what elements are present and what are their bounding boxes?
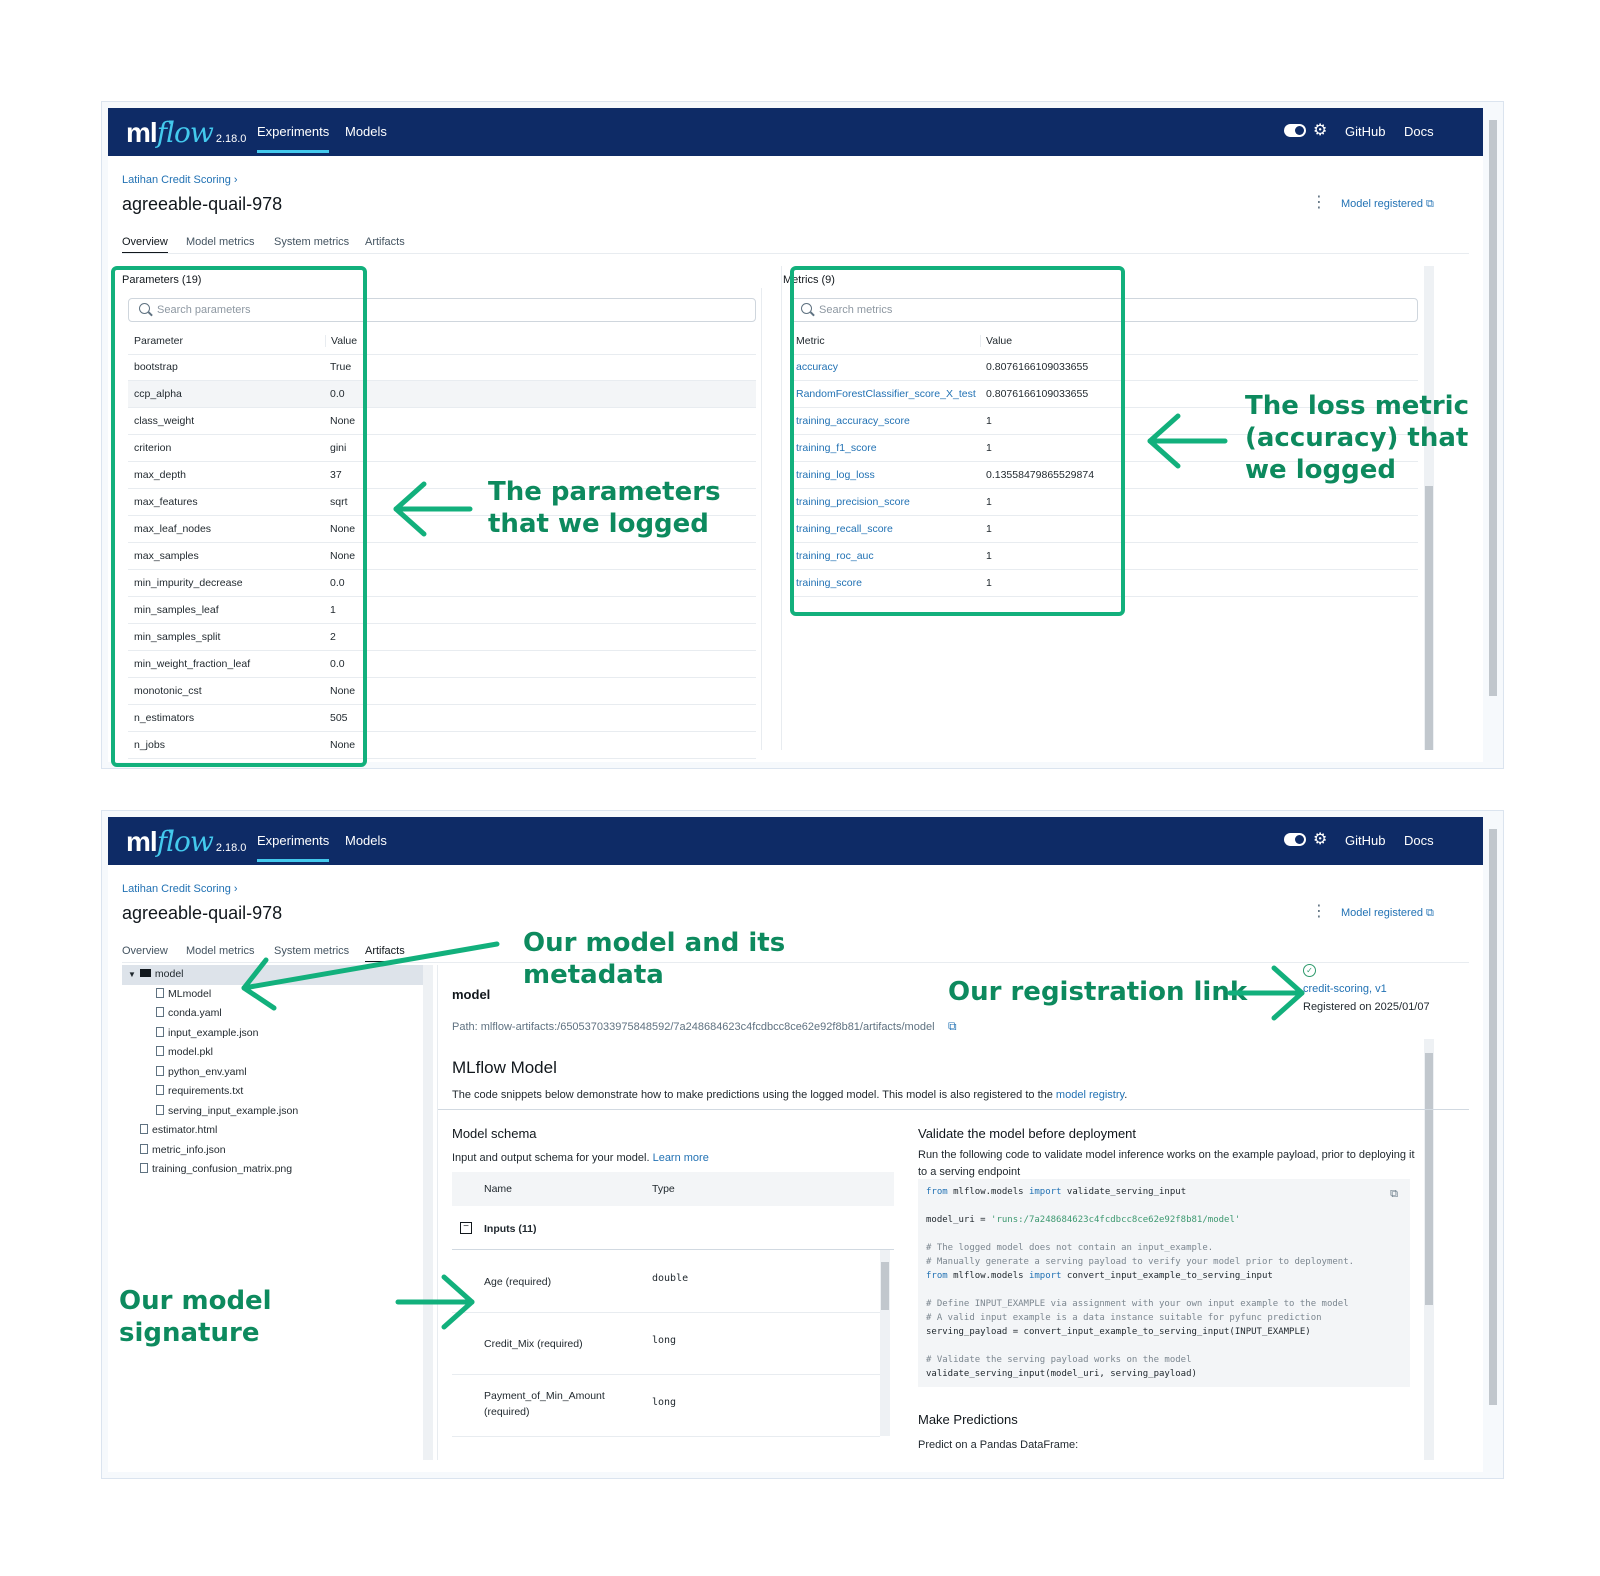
- top-navbar: [108, 817, 1483, 865]
- breadcrumb[interactable]: Latihan Credit Scoring ›: [122, 174, 238, 186]
- validate-description: Run the following code to validate model inference works on the example payload, prior to deploying it to a serving endpoint: [918, 1149, 1415, 1178]
- parameters-title: Parameters (19): [122, 274, 202, 286]
- tab-overview[interactable]: Overview: [122, 945, 168, 957]
- schema-row: [452, 1312, 880, 1375]
- nav-docs[interactable]: Docs: [1404, 124, 1434, 139]
- metrics-title: Metrics (9): [783, 274, 835, 286]
- metric-name-link[interactable]: training_recall_score: [796, 523, 893, 535]
- file-icon: [156, 1105, 164, 1115]
- metric-value: 1: [986, 577, 992, 589]
- param-name: min_samples_leaf: [134, 604, 219, 616]
- validate-heading: Validate the model before deployment: [918, 1126, 1137, 1141]
- tab-system-metrics[interactable]: System metrics: [274, 236, 350, 248]
- param-value: 0.0: [330, 388, 345, 400]
- metric-value: 0.13558479865529874: [986, 469, 1095, 481]
- param-value: 0.0: [330, 577, 345, 589]
- nav-github[interactable]: GitHub: [1345, 124, 1386, 139]
- param-name: min_samples_split: [134, 631, 221, 643]
- model-registered-link[interactable]: Model registered ⧉: [1341, 907, 1434, 919]
- param-name: n_jobs: [134, 739, 165, 751]
- mlflow-model-heading: MLflow Model: [452, 1058, 557, 1077]
- tab-model-metrics[interactable]: Model metrics: [186, 945, 255, 957]
- make-predictions-heading: Make Predictions: [918, 1412, 1018, 1427]
- tree-label: training_confusion_matrix.png: [152, 1163, 293, 1175]
- param-name: criterion: [134, 442, 172, 454]
- annotation-registration-link: Our registration link: [948, 977, 1248, 1007]
- metric-name-link[interactable]: training_precision_score: [796, 496, 910, 508]
- input-type: long: [652, 1397, 677, 1408]
- param-value: 2: [330, 631, 336, 643]
- column-header: Parameter: [134, 335, 184, 347]
- tree-label: metric_info.json: [152, 1143, 226, 1156]
- search-parameters-input[interactable]: Search parameters: [128, 298, 756, 322]
- input-type: double: [652, 1273, 689, 1284]
- file-icon: [140, 1163, 148, 1173]
- registered-model-link[interactable]: credit-scoring, v1: [1303, 983, 1387, 995]
- model-registry-link[interactable]: model registry: [1055, 1089, 1125, 1101]
- metric-name-link[interactable]: training_f1_score: [796, 442, 877, 454]
- copy-icon[interactable]: ⧉: [1390, 1187, 1398, 1200]
- metric-value: 1: [986, 496, 992, 508]
- param-name: max_leaf_nodes: [134, 523, 212, 535]
- tree-label: input_example.json: [168, 1026, 259, 1039]
- param-value: None: [330, 523, 356, 535]
- param-name: bootstrap: [134, 361, 178, 373]
- column-divider: [781, 266, 782, 750]
- column-divider: [761, 288, 762, 750]
- breadcrumb[interactable]: Latihan Credit Scoring ›: [122, 883, 238, 895]
- metric-name-link[interactable]: training_log_loss: [796, 469, 875, 481]
- tree-file[interactable]: [156, 1027, 258, 1039]
- page-scrollbar[interactable]: [1488, 120, 1498, 750]
- tree-file[interactable]: [156, 1066, 247, 1078]
- tree-label: requirements.txt: [168, 1085, 244, 1097]
- param-name: min_weight_fraction_leaf: [134, 658, 251, 670]
- column-header: Value: [325, 335, 357, 347]
- input-name: Credit_Mix (required): [484, 1338, 583, 1350]
- metric-name-link[interactable]: training_score: [796, 577, 862, 589]
- file-icon: [140, 1144, 148, 1154]
- artifact-path: Path: mlflow-artifacts:/650537033975848592/7a248684623c4fcdbcc8ce62e92f8b81/artifacts/model: [452, 1021, 935, 1033]
- metric-name-link[interactable]: training_accuracy_score: [796, 415, 910, 427]
- metric-value: 1: [986, 523, 992, 535]
- nav-models[interactable]: Models: [345, 833, 387, 848]
- param-value: None: [330, 685, 356, 697]
- tree-label: MLmodel: [168, 987, 212, 1000]
- model-schema-description: Input and output schema for your model. Learn more: [452, 1152, 709, 1164]
- param-name: monotonic_cst: [134, 685, 202, 697]
- param-name: class_weight: [134, 415, 195, 427]
- tree-scrollbar[interactable]: [423, 965, 433, 1460]
- param-name: max_features: [134, 496, 198, 508]
- page-title: agreeable-quail-978: [122, 194, 283, 214]
- nav-experiments[interactable]: Experiments: [257, 124, 329, 153]
- schema-row: [452, 1250, 880, 1313]
- inputs-label[interactable]: Inputs (11): [484, 1223, 537, 1235]
- param-name: min_impurity_decrease: [134, 577, 243, 589]
- column-header: Metric: [796, 335, 825, 347]
- tree-file[interactable]: [156, 1046, 213, 1058]
- annotation-loss-metric: The loss metric (accuracy) that we logged: [1245, 391, 1470, 485]
- tree-label: model.pkl: [168, 1046, 213, 1058]
- model-schema-heading: Model schema: [452, 1126, 537, 1141]
- input-name: Payment_of_Min_Amount (required): [484, 1390, 605, 1418]
- tab-model-metrics[interactable]: Model metrics: [186, 236, 255, 248]
- artifacts-screenshot: [101, 810, 1504, 1479]
- mlflow-logo[interactable]: mlflow 2.18.0: [126, 116, 247, 149]
- tree-label: python_env.yaml: [168, 1065, 247, 1078]
- tree-folder[interactable]: [128, 968, 184, 980]
- make-predictions-description: Predict on a Pandas DataFrame:: [918, 1439, 1079, 1451]
- param-name: max_depth: [134, 469, 186, 481]
- metric-name-link[interactable]: accuracy: [796, 361, 839, 373]
- param-value: 0.0: [330, 658, 345, 670]
- schema-row: [452, 1374, 880, 1437]
- collapse-icon[interactable]: −: [460, 1222, 472, 1234]
- learn-more-link[interactable]: Learn more: [652, 1152, 709, 1164]
- param-value: 37: [330, 469, 342, 481]
- column-header: Type: [652, 1183, 675, 1195]
- column-header: Name: [484, 1183, 513, 1195]
- gear-icon[interactable]: ⚙: [1313, 122, 1328, 139]
- page-scrollbar[interactable]: [1488, 829, 1498, 1459]
- nav-experiments[interactable]: Experiments: [257, 833, 329, 862]
- tree-file[interactable]: [140, 1163, 292, 1175]
- content-scrollbar[interactable]: [1424, 1039, 1434, 1460]
- version-label: 2.18.0: [215, 133, 247, 145]
- input-name: Age (required): [484, 1276, 552, 1288]
- column-header: Value: [980, 335, 1012, 347]
- copy-icon[interactable]: ⧉: [948, 1019, 957, 1033]
- param-value: None: [330, 550, 356, 562]
- param-name: max_samples: [134, 550, 199, 562]
- param-value: None: [330, 739, 356, 751]
- annotation-parameters: The parameters that we logged: [488, 477, 721, 539]
- folder-icon: [140, 969, 151, 977]
- metric-value: 0.8076166109033655: [986, 361, 1089, 373]
- theme-toggle[interactable]: [1284, 124, 1306, 137]
- theme-toggle[interactable]: [1284, 833, 1306, 846]
- param-value: 505: [330, 712, 348, 724]
- version-label: 2.18.0: [215, 842, 247, 854]
- tree-label: serving_input_example.json: [168, 1104, 299, 1117]
- tree-label: conda.yaml: [168, 1007, 222, 1019]
- nav-github[interactable]: GitHub: [1345, 833, 1386, 848]
- file-icon: [156, 1027, 164, 1037]
- file-icon: [156, 1066, 164, 1076]
- more-options-icon[interactable]: ⋮: [1311, 903, 1327, 920]
- schema-header-row: [452, 1172, 894, 1206]
- tab-system-metrics[interactable]: System metrics: [274, 945, 350, 957]
- validate-code-block: ⧉ from mlflow.models import validate_serving_input model_uri = 'runs:/7a248684623c4fcdbcc8ce62e92f8b81/model' # The logged model does not contain an input_example. # Manually generate a serving payload to verify your model prior to deployment. from mlflow.models import convert_input_example_to_serving_input # Define INPUT_EXAMPLE via assignment with your own input example to the model # A valid input example is a data instance suitable for pyfunc prediction serving_payload = convert_input_example_to_serving_input(INPUT_EXAMPLE) # Validate the serving payload works on the model validate_serving_input(model_uri, serving_payload): [918, 1179, 1410, 1387]
- parameters-highlight-box: [111, 266, 367, 767]
- tree-file[interactable]: [156, 1007, 222, 1019]
- param-value: gini: [330, 442, 347, 454]
- param-name: ccp_alpha: [134, 388, 182, 400]
- tab-divider: [122, 253, 1469, 254]
- param-name: n_estimators: [134, 712, 195, 724]
- file-icon: [156, 1007, 164, 1017]
- param-value: True: [330, 361, 352, 373]
- file-icon: [140, 1124, 148, 1134]
- check-circle-icon: ✓: [1303, 964, 1316, 977]
- metric-value: 0.8076166109033655: [986, 388, 1089, 400]
- more-options-icon[interactable]: ⋮: [1311, 194, 1327, 211]
- nav-docs[interactable]: Docs: [1404, 833, 1434, 848]
- param-value: None: [330, 415, 356, 427]
- schema-scrollbar[interactable]: [880, 1250, 890, 1436]
- tab-artifacts[interactable]: Artifacts: [365, 236, 405, 248]
- gear-icon[interactable]: ⚙: [1313, 831, 1328, 848]
- metric-name-link[interactable]: training_roc_auc: [796, 550, 874, 562]
- tree-label: estimator.html: [152, 1124, 218, 1136]
- page-title: agreeable-quail-978: [122, 903, 283, 923]
- caret-down-icon: ▼: [128, 970, 136, 979]
- model-registered-link[interactable]: Model registered ⧉: [1341, 198, 1434, 210]
- tree-file[interactable]: [156, 1085, 243, 1097]
- section-divider: [438, 1109, 1469, 1110]
- registered-date: Registered on 2025/01/07: [1303, 1001, 1430, 1013]
- file-icon: [156, 988, 164, 998]
- file-icon: [156, 1085, 164, 1095]
- tree-file[interactable]: [140, 1124, 217, 1136]
- param-value: 1: [330, 604, 336, 616]
- tab-overview[interactable]: Overview: [122, 236, 168, 254]
- pane-divider: [437, 965, 438, 1460]
- input-type: long: [652, 1335, 677, 1346]
- tree-file[interactable]: [156, 1105, 298, 1117]
- tree-label: model: [154, 968, 184, 980]
- mlflow-window: [108, 817, 1483, 1472]
- metric-value: 1: [986, 415, 992, 427]
- annotation-model-signature: Our model signature: [119, 1286, 272, 1348]
- tree-file[interactable]: [156, 988, 211, 1000]
- metrics-scrollbar[interactable]: [1424, 266, 1434, 750]
- artifact-name: model: [452, 987, 491, 1002]
- mlflow-model-description: The code snippets below demonstrate how to make predictions using the logged model. This model is also registered to the model registry.: [452, 1089, 1128, 1101]
- search-metrics-input[interactable]: Search metrics: [790, 298, 1418, 322]
- file-icon: [156, 1046, 164, 1056]
- metric-name-link[interactable]: RandomForestClassifier_score_X_test: [796, 388, 976, 400]
- top-navbar: [108, 108, 1483, 156]
- tree-file[interactable]: [140, 1144, 226, 1156]
- tab-artifacts[interactable]: Artifacts: [365, 945, 405, 963]
- nav-models[interactable]: Models: [345, 124, 387, 139]
- param-value: sqrt: [330, 496, 348, 508]
- mlflow-logo[interactable]: mlflow 2.18.0: [126, 825, 247, 858]
- metric-value: 1: [986, 442, 992, 454]
- annotation-model-metadata: Our model and its metadata: [523, 928, 786, 990]
- metric-value: 1: [986, 550, 992, 562]
- metrics-highlight-box: [790, 266, 1125, 616]
